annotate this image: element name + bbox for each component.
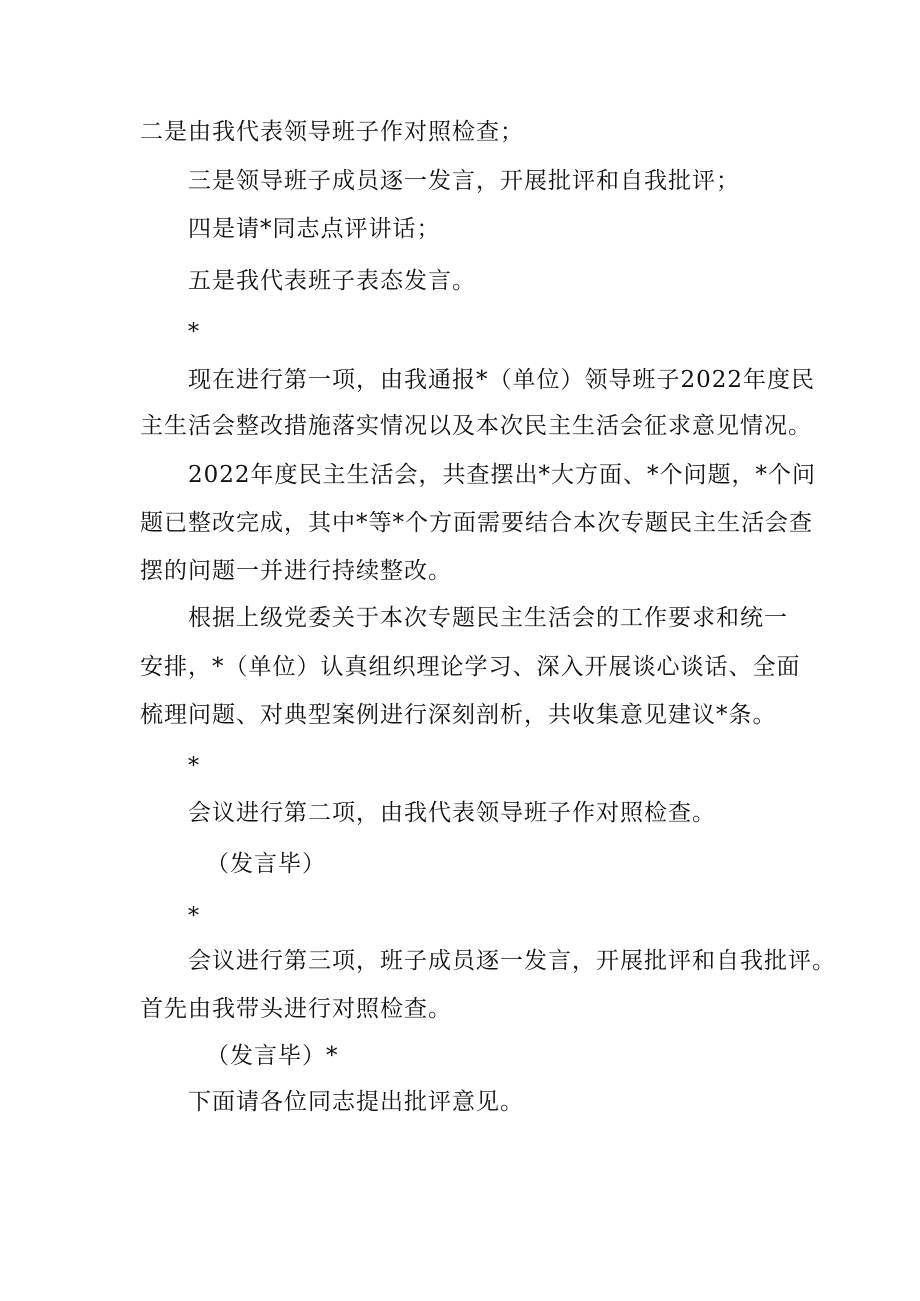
- speech-end-note: （发言毕）*: [206, 1043, 339, 1069]
- paragraph-line: 梳理问题、对典型案例进行深刻剖析，共收集意见建议*条。: [140, 702, 777, 728]
- agenda-item-4: 四是请*同志点评讲话；: [188, 216, 441, 242]
- paragraph-line: 现在进行第一项，由我通报*（单位）领导班子2022年度民: [188, 367, 816, 393]
- paragraph-line: 安排，*（单位）认真组织理论学习、深入开展谈心谈话、全面: [140, 654, 801, 680]
- speech-end-note: （发言毕）: [206, 851, 326, 877]
- paragraph-line: 2022年度民主生活会，共查摆出*大方面、*个问题，*个问: [188, 462, 817, 488]
- agenda-item-5: 五是我代表班子表态发言。: [188, 268, 476, 294]
- paragraph-line: 下面请各位同志提出批评意见。: [188, 1089, 524, 1115]
- paragraph-line: 会议进行第二项，由我代表领导班子作对照检查。: [188, 800, 716, 826]
- agenda-item-2: 二是由我代表领导班子作对照检查；: [140, 119, 524, 145]
- agenda-item-3: 三是领导班子成员逐一发言，开展批评和自我批评；: [188, 168, 740, 194]
- paragraph-line: 主生活会整改措施落实情况以及本次民主生活会征求意见情况。: [140, 413, 812, 439]
- paragraph-line: 首先由我带头进行对照检查。: [140, 996, 452, 1022]
- paragraph-line: 会议进行第三项，班子成员逐一发言，开展批评和自我批评。: [188, 948, 836, 974]
- placeholder-marker: *: [188, 754, 200, 779]
- paragraph-line: 摆的问题一并进行持续整改。: [140, 558, 452, 584]
- paragraph-line: 题已整改完成，其中*等*个方面需要结合本次专题民主生活会查: [140, 510, 813, 536]
- placeholder-marker: *: [188, 320, 200, 345]
- placeholder-marker: *: [188, 904, 200, 929]
- paragraph-line: 根据上级党委关于本次专题民主生活会的工作要求和统一: [188, 605, 788, 631]
